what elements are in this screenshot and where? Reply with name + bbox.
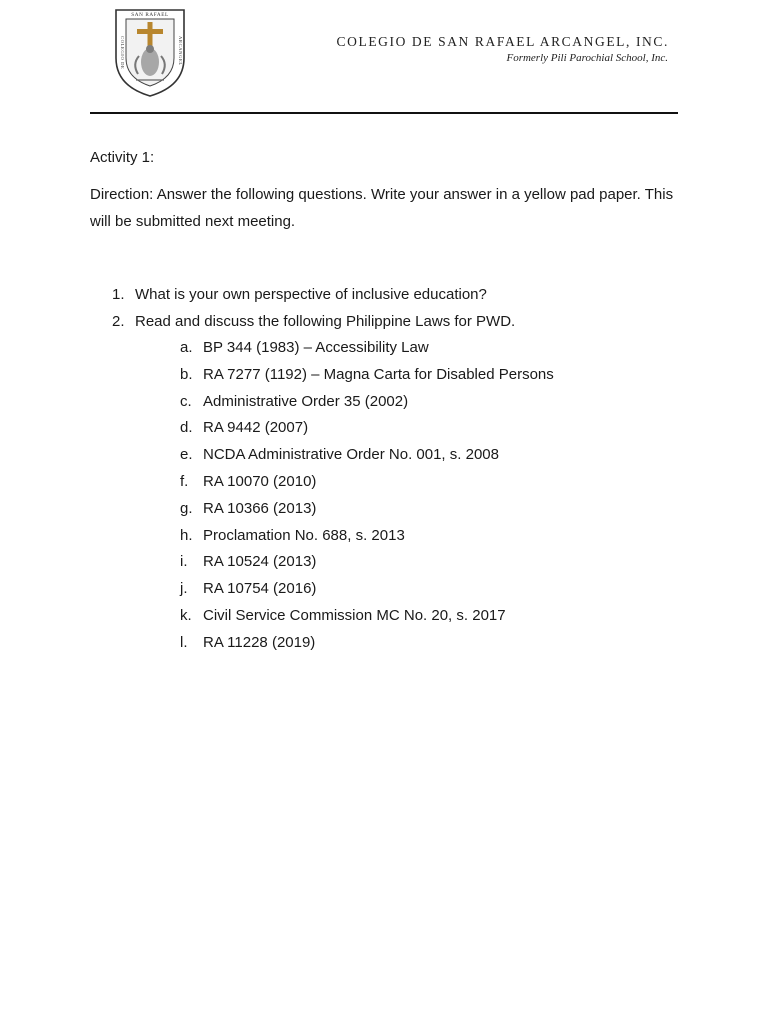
school-former-name: Formerly Pili Parochial School, Inc.	[506, 52, 668, 64]
law-text: BP 344 (1983) – Accessibility Law	[203, 339, 429, 356]
law-item	[90, 415, 690, 442]
law-item	[90, 389, 690, 416]
question-item	[90, 308, 690, 335]
school-name: COLEGIO DE SAN RAFAEL ARCANGEL, INC.	[336, 34, 669, 49]
law-letter: e.	[180, 446, 193, 464]
question-list	[90, 281, 690, 657]
law-text: RA 11228 (2019)	[203, 633, 316, 651]
question-text: Read and discuss the following Philippine Laws for PWD.	[135, 313, 516, 330]
law-item	[90, 603, 690, 630]
question-item	[90, 281, 690, 308]
law-text: Civil Service Commission MC No. 20, s. 2017	[203, 606, 506, 624]
seal-text-left: COLEGIO DE	[120, 36, 125, 70]
law-list	[90, 335, 690, 657]
law-letter: a.	[180, 339, 193, 356]
law-text: RA 10524 (2013)	[203, 553, 317, 571]
activity-title: Activity 1:	[90, 149, 155, 166]
law-text: RA 10366 (2013)	[203, 499, 317, 517]
law-text: RA 9442 (2007)	[203, 419, 309, 437]
law-item	[90, 576, 690, 603]
law-letter: k.	[180, 606, 192, 624]
law-text: RA 10070 (2010)	[203, 472, 317, 490]
law-letter: l.	[180, 633, 188, 651]
law-item	[90, 523, 690, 550]
law-text: NCDA Administrative Order No. 001, s. 2008	[203, 446, 499, 464]
law-item	[90, 335, 690, 362]
law-text: RA 7277 (1192) – Magna Carta for Disabled Persons	[203, 365, 554, 383]
law-text: Proclamation No. 688, s. 2013	[203, 526, 405, 544]
school-seal-logo	[110, 6, 190, 98]
seal-text-right: ARCANGEL	[178, 36, 183, 66]
header-divider	[90, 112, 678, 114]
law-letter: b.	[180, 365, 193, 383]
law-letter: j.	[180, 580, 188, 598]
question-number: 1.	[112, 286, 125, 303]
law-letter: i.	[180, 553, 188, 571]
law-item	[90, 442, 690, 469]
law-text: RA 10754 (2016)	[203, 580, 317, 598]
law-letter: h.	[180, 526, 193, 544]
seal-text-top: SAN RAFAEL	[131, 12, 169, 18]
law-item	[90, 496, 690, 523]
law-item	[90, 469, 690, 496]
law-letter: c.	[180, 392, 192, 410]
law-letter: d.	[180, 419, 193, 437]
question-text: What is your own perspective of inclusive education?	[135, 286, 487, 303]
law-letter: f.	[180, 472, 189, 490]
activity-direction: Direction: Answer the following questions. Write your answer in a yellow pad paper. This will be submitted next meeting.	[90, 186, 674, 230]
question-number: 2.	[112, 313, 125, 330]
law-item	[90, 362, 690, 389]
law-text: Administrative Order 35 (2002)	[203, 392, 409, 410]
law-letter: g.	[180, 499, 193, 517]
law-item	[90, 630, 690, 657]
law-item	[90, 549, 690, 576]
